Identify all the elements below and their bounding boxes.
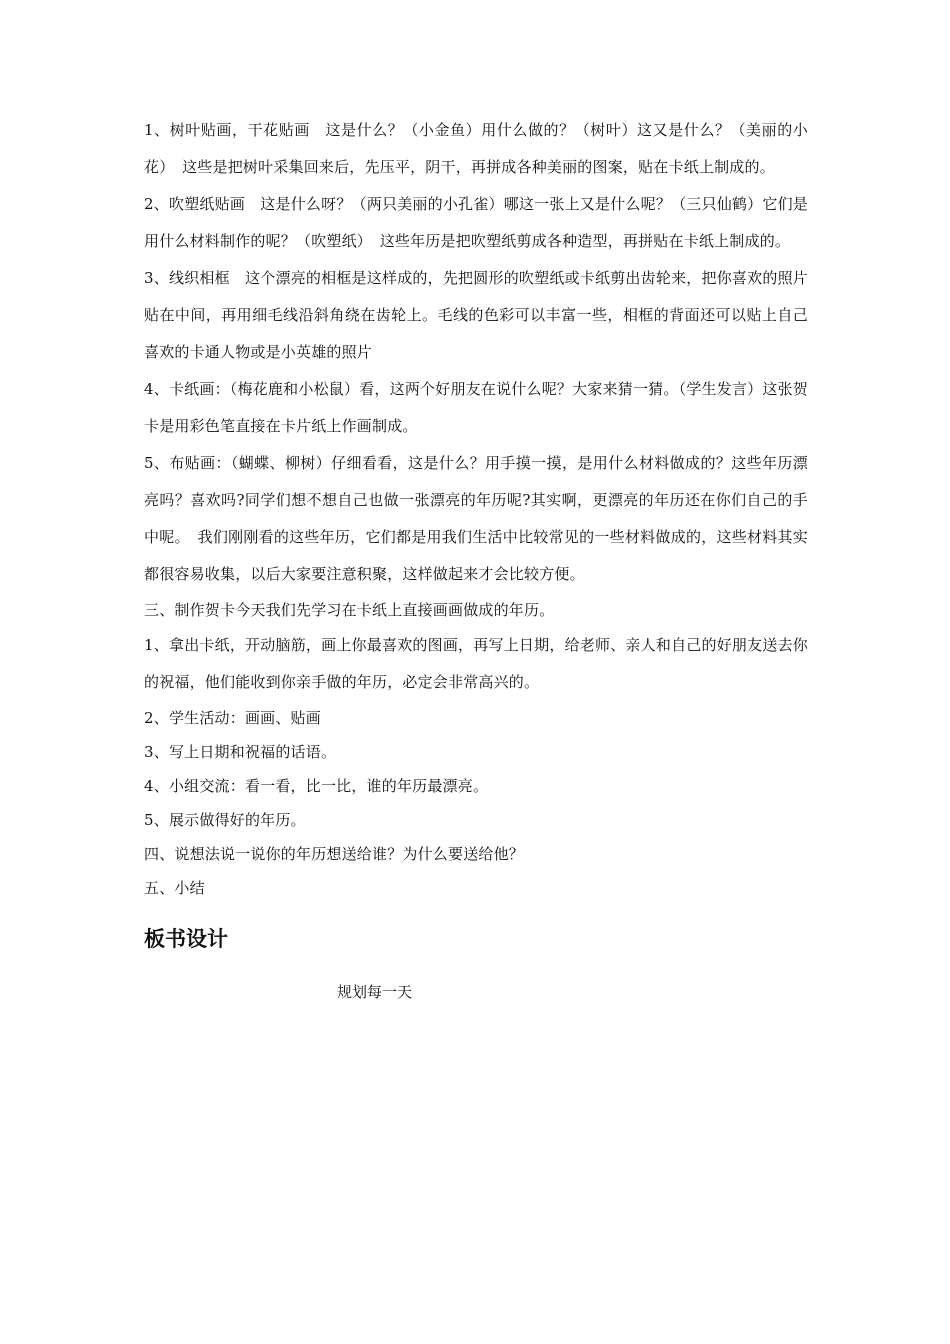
paragraph-cardboard-drawing: 4、卡纸画：（梅花鹿和小松鼠）看，这两个好朋友在说什么呢？大家来猜一猜。（学生发言）这张贺卡是用彩色笔直接在卡片纸上作画制成。 bbox=[144, 380, 808, 435]
step-one: 1、拿出卡纸，开动脑筋，画上你最喜欢的图画，再写上日期，给老师、亲人和自己的好朋友送去你的祝福，他们能收到你亲手做的年历，必定会非常高兴的。 bbox=[144, 636, 808, 691]
section-three-heading: 三、制作贺卡今天我们先学习在卡纸上直接画画做成的年历。 bbox=[144, 601, 555, 619]
paragraph-leaf-collage: 1、树叶贴画，干花贴画 这是什么？（小金鱼）用什么做的？（树叶）这又是什么？（美丽的小花） 这些是把树叶采集回来后，先压平，阴干，再拼成各种美丽的图案，贴在卡纸上制成的。 bbox=[144, 121, 808, 176]
step-two: 2、学生活动：画画、贴画 bbox=[144, 709, 321, 727]
document-page bbox=[144, 112, 808, 1007]
step-four: 4、小组交流：看一看，比一比，谁的年历最漂亮。 bbox=[144, 777, 489, 795]
paragraph-foam-paper-collage: 2、吹塑纸贴画 这是什么呀？（两只美丽的小孔雀）哪这一张上又是什么呢？（三只仙鹤）它们是用什么材料制作的呢？（吹塑纸） 这些年历是把吹塑纸剪成各种造型，再拼贴在卡纸上制成的。 bbox=[144, 195, 808, 250]
step-three: 3、写上日期和祝福的话语。 bbox=[144, 743, 337, 761]
board-design-heading: 板书设计 bbox=[144, 927, 228, 951]
step-five: 5、展示做得好的年历。 bbox=[144, 811, 306, 829]
paragraph-fabric-collage: 5、布贴画：（蝴蝶、柳树）仔细看看，这是什么？用手摸一摸，是用什么材料做成的？这些年历漂亮吗？喜欢吗?同学们想不想自己也做一张漂亮的年历呢?其实啊，更漂亮的年历还在你们自己的手中呢。 我们刚刚看的这些年历，它们都是用我们生活中比较常见的一些材料做成的，这些材料其实都很容易收集，以后大家要注意积聚，这样做起来才会比较方便。 bbox=[144, 454, 808, 583]
section-five-heading: 五、小结 bbox=[144, 879, 205, 897]
paragraph-yarn-frame: 3、线织相框 这个漂亮的相框是这样成的，先把圆形的吹塑纸或卡纸剪出齿轮来，把你喜欢的照片贴在中间，再用细毛线沿斜角绕在齿轮上。毛线的色彩可以丰富一些，相框的背面还可以贴上自己喜欢的卡通人物或是小英雄的照片 bbox=[144, 269, 808, 361]
section-four-heading: 四、说想法说一说你的年历想送给谁？为什么要送给他？ bbox=[144, 845, 525, 863]
board-title: 规划每一天 bbox=[337, 983, 413, 1001]
